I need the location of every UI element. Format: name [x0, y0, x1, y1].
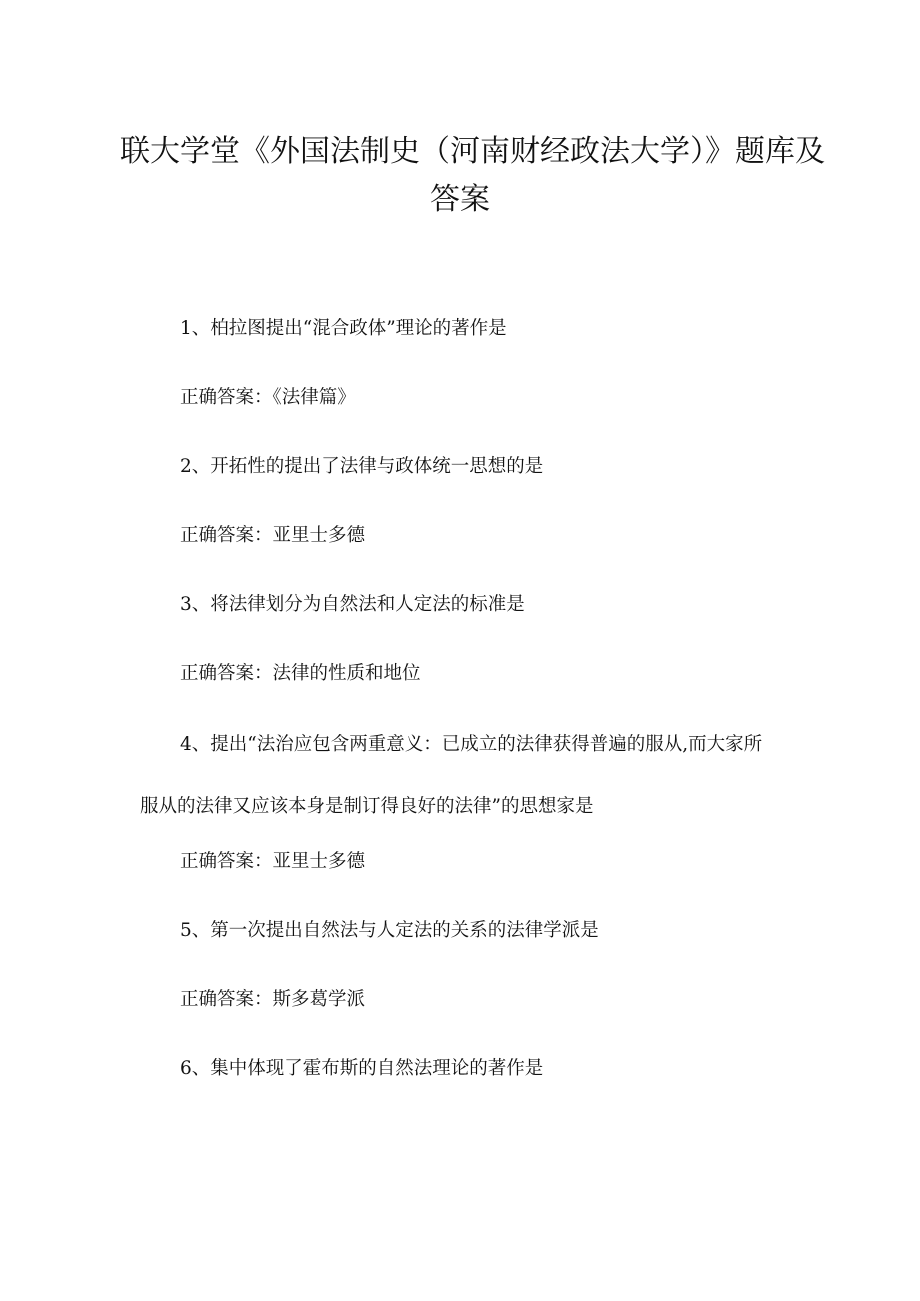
question-6: 6、集中体现了霍布斯的自然法理论的著作是	[180, 1058, 544, 1079]
document-title	[120, 128, 825, 224]
answer-5: 正确答案：斯多葛学派	[180, 989, 366, 1010]
question-2: 2、开拓性的提出了法律与政体统一思想的是	[180, 456, 544, 477]
question-5: 5、第一次提出自然法与人定法的关系的法律学派是	[180, 920, 599, 941]
title-line-1: 联大学堂《外国法制史（河南财经政法大学）》题库及	[120, 134, 825, 169]
question-1: 1、柏拉图提出“混合政体”理论的著作是	[180, 318, 507, 339]
answer-3: 正确答案：法律的性质和地位	[180, 663, 421, 684]
answer-2: 正确答案：亚里士多德	[180, 525, 366, 546]
answer-4: 正确答案：亚里士多德	[180, 851, 366, 872]
answer-1: 正确答案：《法律篇》	[180, 387, 356, 408]
question-4: 4、提出“法治应包含两重意义：已成立的法律获得普遍的服从,而大家所服从的法律又应该本身是制订得良好的法律”的思想家是	[140, 734, 763, 817]
question-3: 3、将法律划分为自然法和人定法的标准是	[180, 594, 525, 615]
title-line-2: 答案	[430, 182, 490, 217]
